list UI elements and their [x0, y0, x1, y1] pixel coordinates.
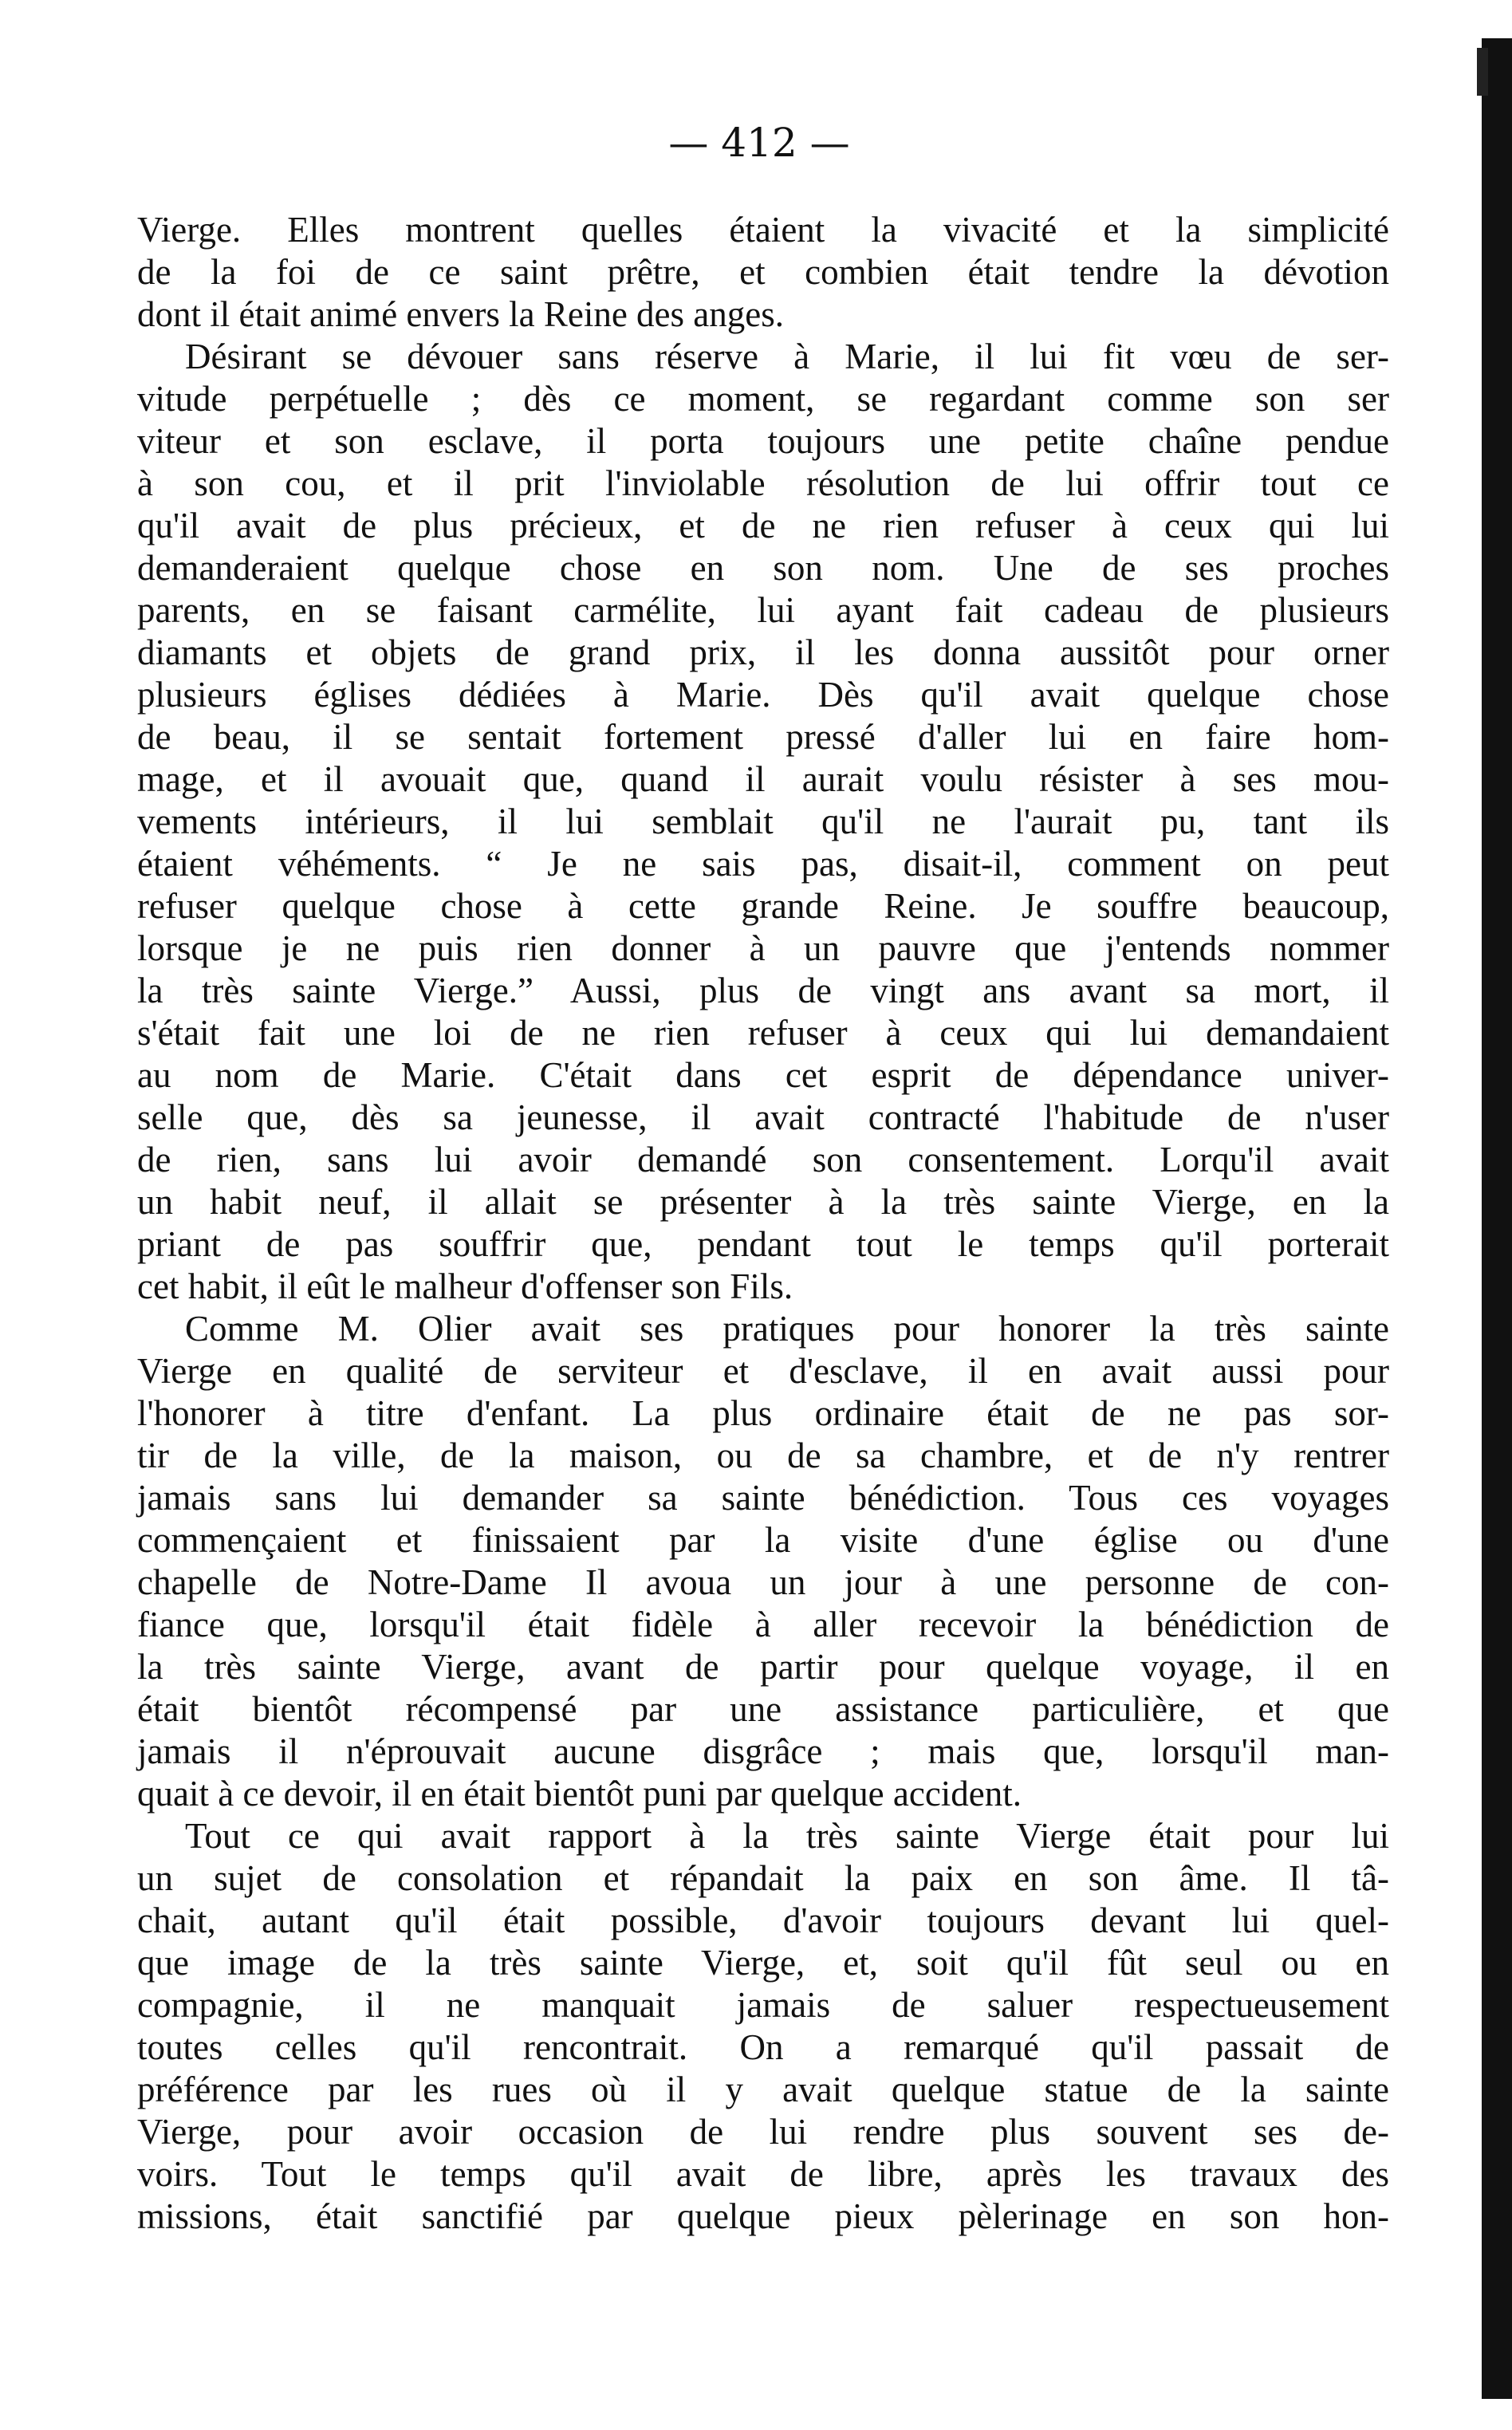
- text-line: Tout ce qui avait rapport à la très sainte Vierge était pour lui: [185, 1816, 1389, 1856]
- text-line: à son cou, et il prit l'inviolable résolution de lui offrir tout ce: [137, 463, 1389, 503]
- text-line: fiance que, lorsqu'il était fidèle à aller recevoir la bénédiction de: [137, 1605, 1389, 1644]
- page-edge-shadow: [1482, 38, 1512, 2399]
- text-line: de rien, sans lui avoir demandé son consentement. Lorqu'il avait: [137, 1140, 1389, 1180]
- text-line: toutes celles qu'il rencontrait. On a remarqué qu'il passait de: [137, 2027, 1389, 2067]
- text-line: au nom de Marie. C'était dans cet esprit de dépendance univer-: [137, 1055, 1389, 1095]
- text-line: dont il était animé envers la Reine des anges.: [137, 294, 784, 334]
- text-line: l'honorer à titre d'enfant. La plus ordinaire était de ne pas sor-: [137, 1393, 1389, 1433]
- text-line: étaient véhéments. “ Je ne sais pas, disait-il, comment on peut: [137, 844, 1389, 884]
- text-line: missions, était sanctifié par quelque pieux pèlerinage en son hon-: [137, 2196, 1389, 2236]
- text-line: la très sainte Vierge.” Aussi, plus de vingt ans avant sa mort, il: [137, 971, 1389, 1010]
- text-line: Vierge en qualité de serviteur et d'esclave, il en avait aussi pour: [137, 1351, 1389, 1391]
- text-line: mage, et il avouait que, quand il aurait voulu résister à ses mou-: [137, 759, 1389, 799]
- text-line: un sujet de consolation et répandait la paix en son âme. Il tâ-: [137, 1858, 1389, 1898]
- text-line: était bientôt récompensé par une assistance particulière, et que: [137, 1689, 1389, 1729]
- text-line: vitude perpétuelle ; dès ce moment, se regardant comme son ser: [137, 379, 1389, 419]
- text-line: préférence par les rues où il y avait quelque statue de la sainte: [137, 2070, 1389, 2109]
- text-line: que image de la très sainte Vierge, et, soit qu'il fût seul ou en: [137, 1943, 1389, 1983]
- text-line: de la foi de ce saint prêtre, et combien était tendre la dévotion: [137, 252, 1389, 292]
- text-line: vements intérieurs, il lui semblait qu'il ne l'aurait pu, tant ils: [137, 801, 1389, 841]
- text-line: Vierge. Elles montrent quelles étaient la vivacité et la simplicité: [137, 210, 1389, 250]
- text-line: qu'il avait de plus précieux, et de ne rien refuser à ceux qui lui: [137, 506, 1389, 545]
- text-line: jamais sans lui demander sa sainte bénédiction. Tous ces voyages: [137, 1478, 1389, 1518]
- text-line: jamais il n'éprouvait aucune disgrâce ; mais que, lorsqu'il man-: [137, 1731, 1389, 1771]
- text-line: plusieurs églises dédiées à Marie. Dès qu'il avait quelque chose: [137, 675, 1389, 715]
- text-line: chapelle de Notre-Dame Il avoua un jour à une personne de con-: [137, 1562, 1389, 1602]
- text-line: compagnie, il ne manquait jamais de saluer respectueusement: [137, 1985, 1389, 2025]
- text-line: viteur et son esclave, il porta toujours une petite chaîne pendue: [137, 421, 1389, 461]
- text-line: s'était fait une loi de ne rien refuser à ceux qui lui demandaient: [137, 1013, 1389, 1053]
- text-line: Désirant se dévouer sans réserve à Marie, il lui fit vœu de ser-: [185, 337, 1389, 376]
- text-line: diamants et objets de grand prix, il les donna aussitôt pour orner: [137, 632, 1389, 672]
- text-line: la très sainte Vierge, avant de partir pour quelque voyage, il en: [137, 1647, 1389, 1687]
- text-line: priant de pas souffrir que, pendant tout le temps qu'il porterait: [137, 1224, 1389, 1264]
- text-line: chait, autant qu'il était possible, d'avoir toujours devant lui quel-: [137, 1900, 1389, 1940]
- text-line: parents, en se faisant carmélite, lui ayant fait cadeau de plusieurs: [137, 590, 1389, 630]
- text-line: demanderaient quelque chose en son nom. Une de ses proches: [137, 548, 1389, 588]
- text-line: Comme M. Olier avait ses pratiques pour honorer la très sainte: [185, 1309, 1389, 1349]
- text-line: de beau, il se sentait fortement pressé d'aller lui en faire hom-: [137, 717, 1389, 757]
- text-line: cet habit, il eût le malheur d'offenser son Fils.: [137, 1266, 793, 1306]
- text-line: voirs. Tout le temps qu'il avait de libre, après les travaux des: [137, 2154, 1389, 2194]
- text-line: lorsque je ne puis rien donner à un pauvre que j'entends nommer: [137, 928, 1389, 968]
- page-edge-mark: [1477, 48, 1488, 96]
- text-line: un habit neuf, il allait se présenter à la très sainte Vierge, en la: [137, 1182, 1389, 1222]
- text-line: Vierge, pour avoir occasion de lui rendre plus souvent ses de-: [137, 2112, 1389, 2152]
- text-line: quait à ce devoir, il en était bientôt puni par quelque accident.: [137, 1774, 1022, 1814]
- body-text: [137, 209, 1389, 2238]
- text-line: selle que, dès sa jeunesse, il avait contracté l'habitude de n'user: [137, 1097, 1389, 1137]
- text-line: refuser quelque chose à cette grande Reine. Je souffre beaucoup,: [137, 886, 1389, 926]
- page-number-text: — 412 —: [668, 120, 850, 166]
- text-line: tir de la ville, de la maison, ou de sa chambre, et de n'y rentrer: [137, 1436, 1389, 1475]
- page-number: [0, 120, 1512, 166]
- text-line: commençaient et finissaient par la visite d'une église ou d'une: [137, 1520, 1389, 1560]
